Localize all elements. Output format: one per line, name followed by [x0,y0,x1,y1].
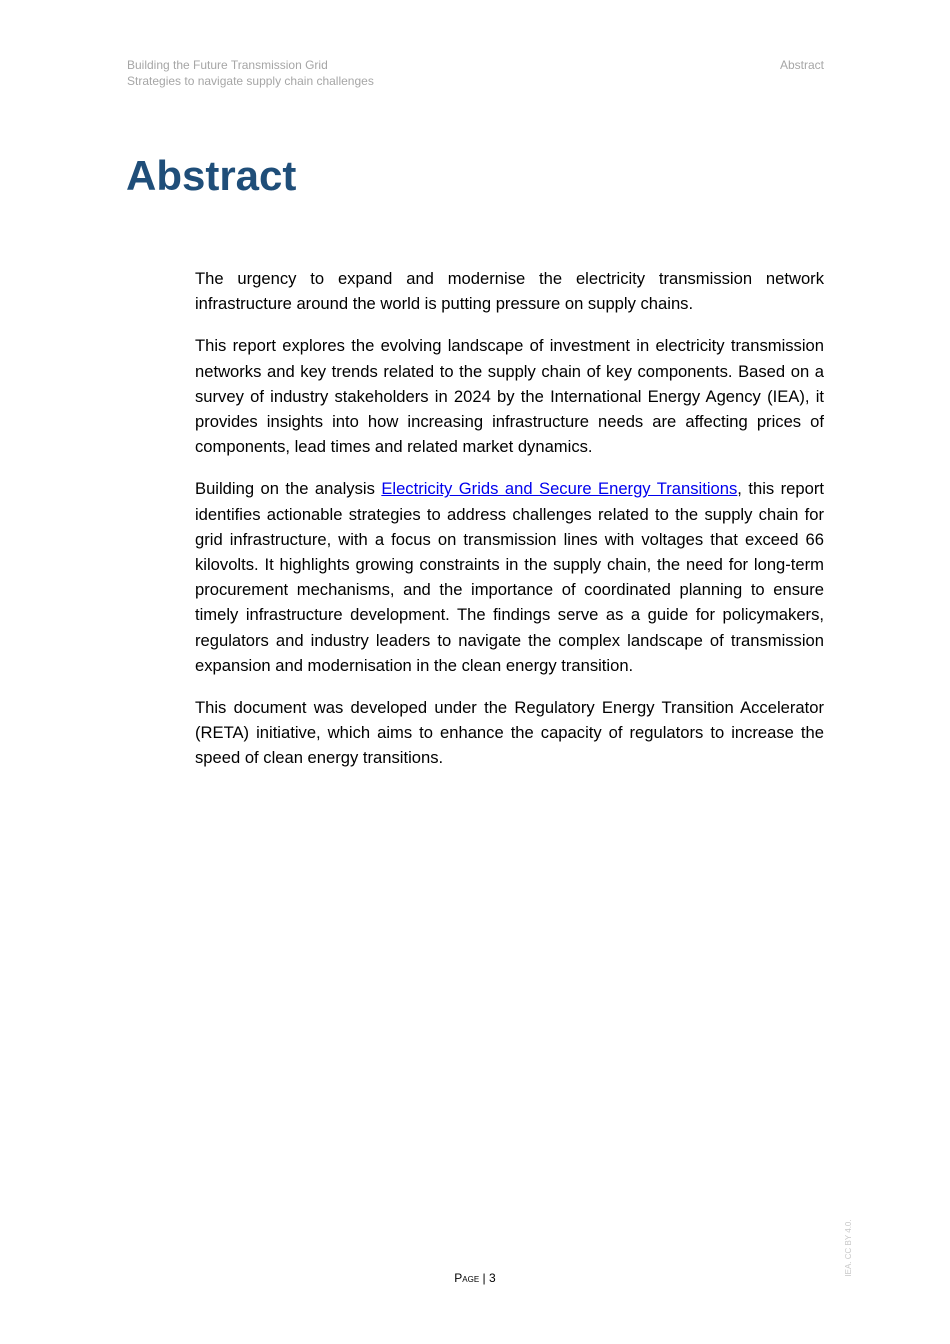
running-header-section: Abstract [779,58,824,72]
running-header-left [127,57,374,89]
page-footer [0,1270,950,1286]
electricity-grids-report-link[interactable]: Electricity Grids and Secure Energy Transitions [381,479,738,499]
paragraph-3-rest: , this report identifies actionable strategies to address challenges related to the supply chain for grid infrastructure, with a focus on transmission lines with voltages that exceed 66 kilovolts. It highlights growing constraints in the supply chain, the need for long-term procurement mechanisms, and the importance of coordinated planning to ensure timely infrastructure development. The findings serve as a guide for policymakers, regulators and industry leaders to navigate the complex landscape of transmission expansion and modernisation in the clean energy transition. [195,479,824,675]
paragraph-1: The urgency to expand and modernise the electricity transmission network infrastructure around the world is putting pressure on supply chains. [195,269,824,314]
page-separator: | [479,1271,489,1285]
paragraph-2: This report explores the evolving landscape of investment in electricity transmission networks and key trends related to the supply chain of key components. Based on a survey of industry stakeholders in 2024 by the International Energy Agency (IEA), it provides insights into how increasing infrastructure needs are affecting prices of components, lead times and related market dynamics. [195,336,824,457]
page-label: Page [454,1271,480,1285]
paragraph-3-lead: Building on the analysis [195,479,382,499]
paragraph-3 [195,476,824,678]
license-text: IEA. CC BY 4.0. [844,1219,853,1277]
paragraph-4: This document was developed under the Regulatory Energy Transition Accelerator (RETA) initiative, which aims to enhance the capacity of regulators to increase the speed of clean energy transitions. [195,698,824,768]
page-title: Abstract [126,152,297,199]
abstract-body [195,266,824,788]
page-number: 3 [489,1271,496,1285]
report-title: Building the Future Transmission Grid [127,58,328,72]
report-subtitle: Strategies to navigate supply chain challenges [127,74,374,88]
